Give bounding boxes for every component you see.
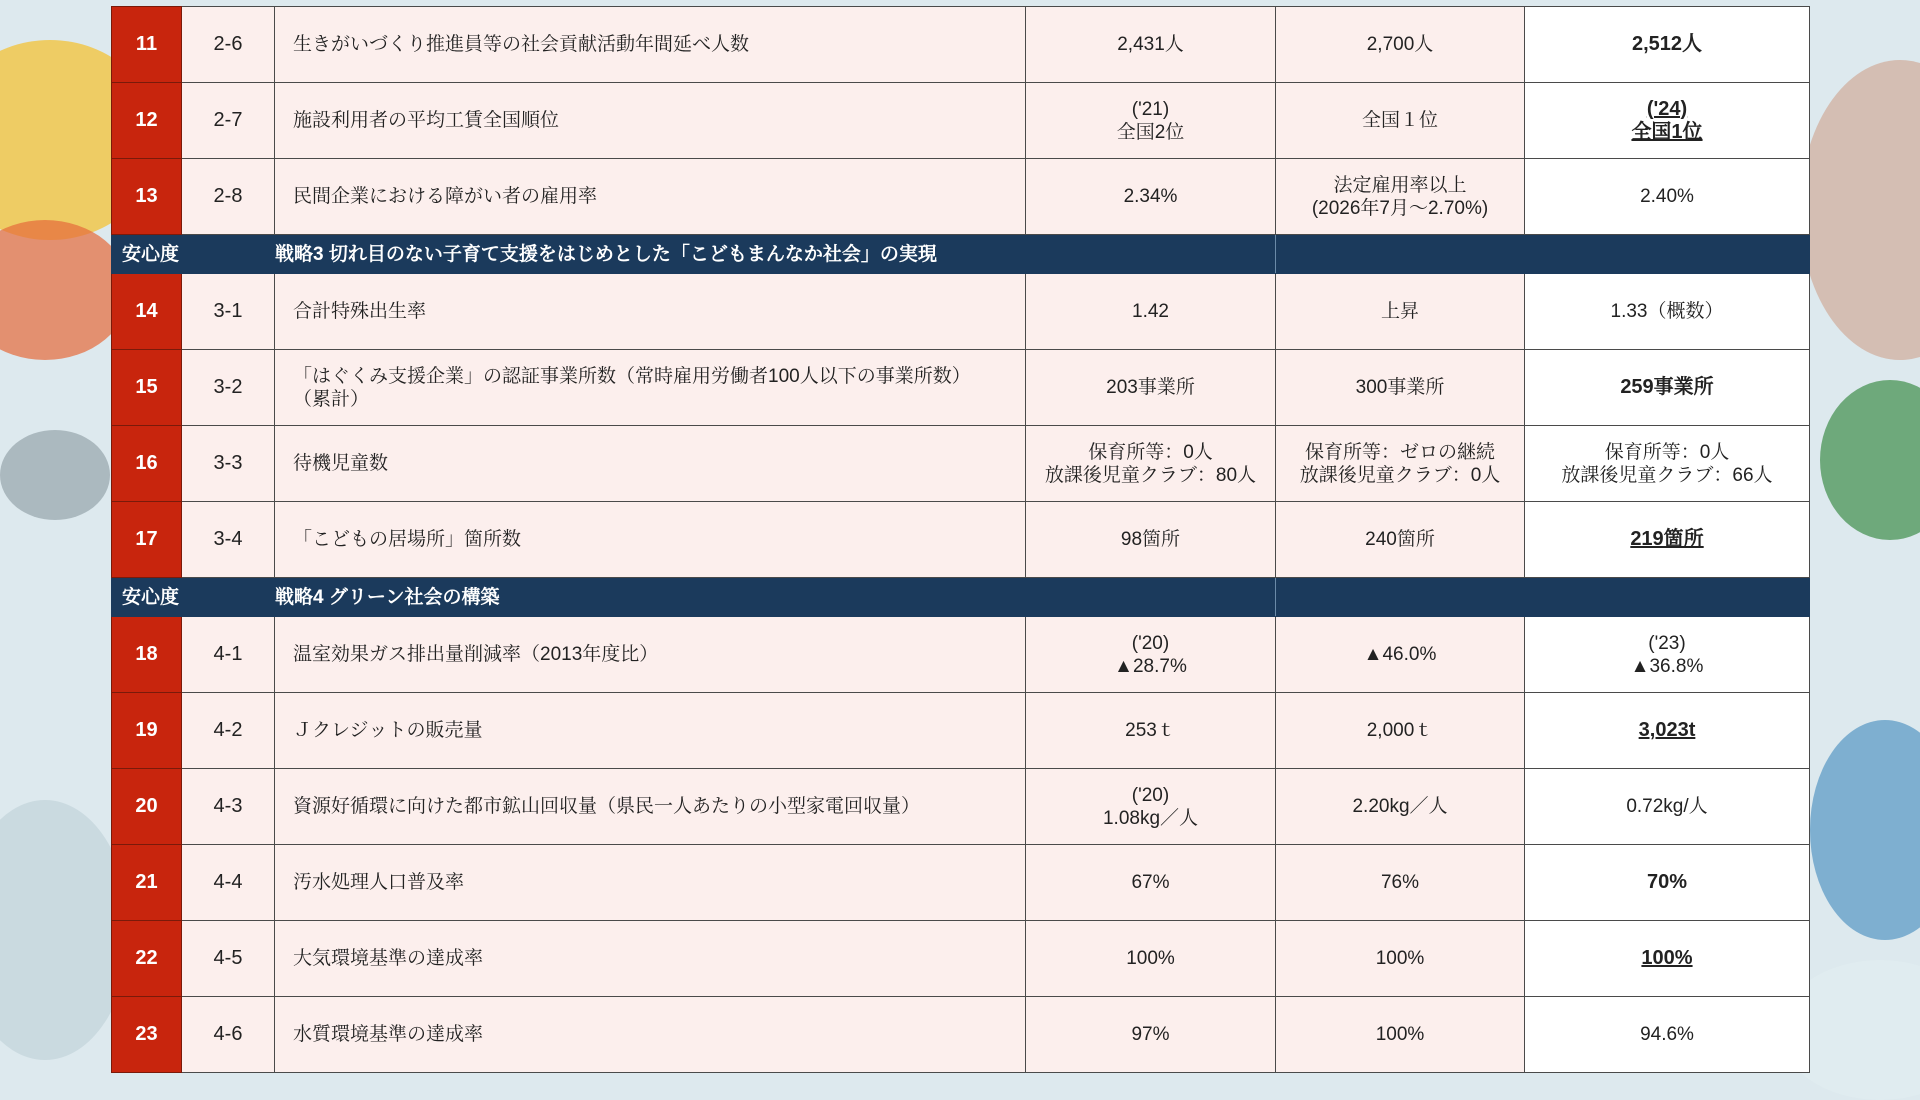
target-value	[1276, 159, 1525, 235]
table-row	[112, 274, 1810, 350]
indicator-name	[275, 845, 1026, 921]
indicator-name	[275, 159, 1026, 235]
indicator-name	[275, 617, 1026, 693]
indicator-code: 2-6	[182, 7, 275, 83]
actual-value-line: 1.33（概数）	[1610, 301, 1724, 322]
row-number: 23	[112, 997, 182, 1073]
baseline-value-line: ('20)	[1131, 784, 1170, 806]
baseline-value-line: ('20)	[1131, 632, 1170, 654]
target-value-line: ▲46.0%	[1363, 644, 1437, 665]
section-title: 戦略4 グリーン社会の構築	[275, 578, 1276, 617]
target-value	[1276, 921, 1525, 997]
baseline-value	[1026, 921, 1276, 997]
actual-value	[1525, 159, 1810, 235]
actual-value-line: 70%	[1646, 871, 1688, 893]
target-value	[1276, 502, 1525, 578]
target-value-line: 76%	[1380, 872, 1420, 893]
table-row	[112, 502, 1810, 578]
actual-value	[1525, 350, 1810, 426]
indicator-code: 2-7	[182, 83, 275, 159]
target-value	[1276, 845, 1525, 921]
baseline-value-line: 保育所等：0人	[1088, 441, 1213, 463]
indicator-name-text: 温室効果ガス排出量削減率（2013年度比）	[293, 644, 659, 665]
indicator-code: 4-1	[182, 617, 275, 693]
row-number: 20	[112, 769, 182, 845]
section-label: 安心度	[112, 578, 275, 617]
baseline-value-line: 203事業所	[1106, 377, 1195, 398]
target-value-line: (2026年7月～2.70%)	[1311, 197, 1489, 219]
target-value	[1276, 350, 1525, 426]
target-value	[1276, 426, 1525, 502]
indicator-name	[275, 7, 1026, 83]
baseline-value-line: 100%	[1126, 948, 1175, 969]
baseline-value-line: 2,431人	[1117, 34, 1184, 55]
section-blank	[1276, 578, 1810, 617]
indicator-code: 4-2	[182, 693, 275, 769]
target-value-line: 100%	[1375, 1024, 1425, 1045]
target-value-line: 300事業所	[1355, 377, 1445, 398]
section-header	[112, 235, 1810, 274]
target-value	[1276, 997, 1525, 1073]
baseline-value	[1026, 350, 1276, 426]
actual-value-line: 100%	[1641, 947, 1693, 969]
baseline-value-line: 67%	[1131, 872, 1170, 893]
actual-value-line: ('23)	[1648, 632, 1686, 654]
actual-value	[1525, 502, 1810, 578]
section-header	[112, 578, 1810, 617]
target-value-line: 100%	[1375, 948, 1425, 969]
actual-value-line: 0.72kg/人	[1626, 796, 1708, 817]
baseline-value	[1026, 997, 1276, 1073]
indicator-code: 4-5	[182, 921, 275, 997]
table-row	[112, 693, 1810, 769]
indicator-name-text: 資源好循環に向けた都市鉱山回収量（県民一人あたりの小型家電回収量）	[293, 796, 921, 817]
target-value-line: 全国１位	[1361, 110, 1438, 131]
indicator-name	[275, 502, 1026, 578]
indicator-name-text: 「こどもの居場所」箇所数	[293, 529, 522, 550]
target-value-line: 放課後児童クラブ：0人	[1299, 464, 1501, 486]
target-value	[1276, 617, 1525, 693]
baseline-value	[1026, 426, 1276, 502]
actual-value	[1525, 693, 1810, 769]
row-number: 14	[112, 274, 182, 350]
indicator-code: 3-2	[182, 350, 275, 426]
baseline-value	[1026, 693, 1276, 769]
baseline-value	[1026, 83, 1276, 159]
table-row	[112, 159, 1810, 235]
table-row	[112, 83, 1810, 159]
target-value-line: 2,700人	[1366, 34, 1434, 55]
actual-value	[1525, 997, 1810, 1073]
baseline-value-line: 1.42	[1132, 301, 1169, 322]
actual-value	[1525, 83, 1810, 159]
target-value-line: 上昇	[1380, 301, 1419, 322]
baseline-value	[1026, 845, 1276, 921]
row-number: 18	[112, 617, 182, 693]
baseline-value	[1026, 7, 1276, 83]
row-number: 21	[112, 845, 182, 921]
indicator-code: 4-4	[182, 845, 275, 921]
actual-value	[1525, 426, 1810, 502]
actual-value-line: 放課後児童クラブ：66人	[1561, 464, 1773, 486]
indicator-code: 2-8	[182, 159, 275, 235]
indicator-code: 4-6	[182, 997, 275, 1073]
table-row	[112, 426, 1810, 502]
baseline-value-line: 全国2位	[1116, 121, 1185, 143]
indicator-name	[275, 83, 1026, 159]
table-row	[112, 921, 1810, 997]
baseline-value-line: 2.34%	[1123, 186, 1178, 207]
indicator-name-text: 合計特殊出生率	[293, 301, 427, 322]
table-row	[112, 7, 1810, 83]
row-number: 13	[112, 159, 182, 235]
target-value	[1276, 274, 1525, 350]
table-row	[112, 350, 1810, 426]
indicator-code: 3-4	[182, 502, 275, 578]
indicator-code: 3-1	[182, 274, 275, 350]
table-row	[112, 769, 1810, 845]
baseline-value	[1026, 159, 1276, 235]
baseline-value	[1026, 274, 1276, 350]
indicator-name	[275, 921, 1026, 997]
indicator-name-text: 施設利用者の平均工賃全国順位	[293, 110, 560, 131]
baseline-value	[1026, 617, 1276, 693]
section-title: 戦略3 切れ目のない子育て支援をはじめとした「こどもまんなか社会」の実現	[275, 235, 1276, 274]
target-value	[1276, 7, 1525, 83]
indicator-code: 4-3	[182, 769, 275, 845]
target-value-line: 保育所等：ゼロの継続	[1304, 441, 1495, 463]
indicator-name-text: 「はぐくみ支援企業」の認証事業所数（常時雇用労働者100人以下の事業所数）	[293, 365, 971, 387]
kpi-table	[111, 6, 1809, 1073]
row-number: 17	[112, 502, 182, 578]
baseline-value-line: 放課後児童クラブ：80人	[1044, 464, 1257, 486]
actual-value-line: 219箇所	[1630, 528, 1704, 550]
row-number: 11	[112, 7, 182, 83]
baseline-value-line: ('21)	[1131, 98, 1170, 120]
indicator-name	[275, 350, 1026, 426]
actual-value	[1525, 921, 1810, 997]
actual-value-line: 保育所等：0人	[1604, 441, 1730, 463]
indicator-name-text: 生きがいづくり推進員等の社会貢献活動年間延べ人数	[293, 34, 750, 55]
target-value	[1276, 693, 1525, 769]
table-row	[112, 845, 1810, 921]
target-value	[1276, 83, 1525, 159]
actual-value-line: ▲36.8%	[1630, 655, 1704, 677]
indicator-code: 3-3	[182, 426, 275, 502]
target-value	[1276, 769, 1525, 845]
actual-value-line: 2.40%	[1640, 186, 1694, 207]
actual-value	[1525, 274, 1810, 350]
baseline-value-line: ▲28.7%	[1114, 655, 1187, 677]
indicator-name-text: 汚水処理人口普及率	[293, 872, 465, 893]
baseline-value-line: 253ｔ	[1125, 720, 1176, 741]
actual-value	[1525, 845, 1810, 921]
actual-value-line: 259事業所	[1620, 376, 1714, 398]
indicator-name-text: 民間企業における障がい者の雇用率	[293, 186, 598, 207]
indicator-name-text: Ｊクレジットの販売量	[293, 720, 483, 741]
indicator-name	[275, 274, 1026, 350]
indicator-name	[275, 769, 1026, 845]
row-number: 22	[112, 921, 182, 997]
section-label: 安心度	[112, 235, 275, 274]
indicator-name	[275, 693, 1026, 769]
target-value-line: 240箇所	[1365, 529, 1435, 550]
baseline-value-line: 98箇所	[1120, 529, 1181, 550]
baseline-value-line: 97%	[1131, 1024, 1170, 1045]
actual-value-line: 2,512人	[1631, 33, 1703, 55]
actual-value-line: 94.6%	[1640, 1024, 1694, 1045]
row-number: 16	[112, 426, 182, 502]
indicator-name-text: 大気環境基準の達成率	[293, 948, 484, 969]
baseline-value-line: 1.08kg／人	[1102, 807, 1199, 829]
indicator-name-text: （累計）	[293, 388, 370, 410]
baseline-value	[1026, 769, 1276, 845]
table-row	[112, 617, 1810, 693]
actual-value-line: 3,023t	[1638, 719, 1696, 741]
actual-value	[1525, 769, 1810, 845]
indicator-name-text: 待機児童数	[293, 453, 389, 474]
actual-value-line: ('24)	[1646, 97, 1688, 120]
target-value-line: 法定雇用率以上	[1333, 174, 1467, 196]
actual-value	[1525, 617, 1810, 693]
row-number: 12	[112, 83, 182, 159]
actual-value	[1525, 7, 1810, 83]
target-value-line: 2.20kg／人	[1352, 796, 1448, 817]
actual-value-line: 全国1位	[1631, 120, 1703, 143]
baseline-value	[1026, 502, 1276, 578]
indicator-name	[275, 997, 1026, 1073]
indicator-name-text: 水質環境基準の達成率	[293, 1024, 484, 1045]
indicator-name	[275, 426, 1026, 502]
row-number: 15	[112, 350, 182, 426]
table-row	[112, 997, 1810, 1073]
row-number: 19	[112, 693, 182, 769]
target-value-line: 2,000ｔ	[1366, 720, 1434, 741]
section-blank	[1276, 235, 1810, 274]
